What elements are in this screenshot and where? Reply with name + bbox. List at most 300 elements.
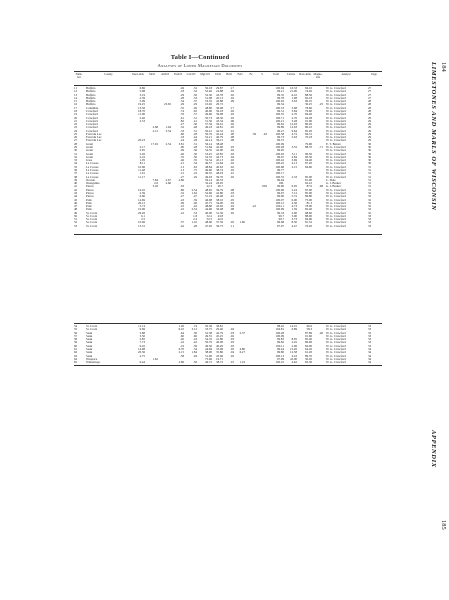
table-cell: 2.15	[178, 350, 184, 355]
table-cell: 94.28	[305, 115, 312, 120]
table-cell: .02	[230, 148, 234, 153]
table-cell: St. Croix	[86, 223, 98, 228]
table-cell: 33	[368, 220, 372, 225]
column-header: Num-ber	[75, 72, 83, 80]
table-cell: 3.19	[139, 92, 145, 97]
table-cell: 52.38	[205, 330, 212, 335]
table-cell: .08	[230, 207, 234, 212]
table-cell: W. G. Crawford	[326, 356, 346, 361]
table-cell: 39.98	[216, 112, 223, 117]
table-cell: 16	[74, 102, 78, 107]
table-cell: .01	[230, 360, 234, 365]
table-cell: 29	[368, 122, 372, 127]
table-cell: W. G. Crawford	[326, 154, 346, 159]
table-cell: St. Croix	[86, 327, 98, 332]
table-bottom-rule-2	[74, 365, 382, 366]
table-cell: 8.95	[291, 337, 297, 342]
table-cell: 100.28	[275, 330, 284, 335]
table-cell: 1.05	[139, 158, 145, 163]
table-cell: 41.84	[216, 161, 223, 166]
table-cell: .43	[193, 337, 197, 342]
table-cell: 10.33	[290, 86, 297, 90]
table-cell: 57.59	[205, 122, 212, 127]
table-cell: .74	[193, 324, 197, 328]
table-cell: 99.35	[277, 92, 284, 97]
table-cell: .76	[180, 112, 184, 117]
table-cell: 100.17	[275, 171, 284, 176]
table-cell: 6.86	[139, 86, 145, 90]
table-cell: .53	[193, 210, 197, 215]
table-cell: 97.99	[277, 356, 284, 361]
table-cell: .42	[180, 223, 184, 228]
table-cell: 10.92	[205, 102, 212, 107]
table-cell: .04	[230, 327, 234, 332]
table-cell: .29	[180, 102, 184, 107]
table-cell: 30	[368, 158, 372, 163]
table-cell: .03	[230, 145, 234, 150]
table-cell: 37	[74, 171, 78, 176]
table-cell: 26	[74, 135, 78, 140]
table-cell: Fond du Lac	[86, 131, 102, 136]
table-cell: 2.26	[139, 151, 145, 156]
column-header: H2O	[226, 72, 232, 76]
table-cell: 100.12	[275, 200, 284, 205]
table-cell: 29	[368, 138, 372, 143]
table-cell: .002	[261, 184, 267, 189]
table-cell: .49	[180, 86, 184, 90]
table-cell: 29	[368, 125, 372, 130]
table-cell: W. G. Crawford	[326, 333, 346, 338]
table-cell: W. G. Crawford	[326, 138, 346, 143]
table-cell: 30	[368, 141, 372, 146]
table-cell: W. G. Crawford	[326, 161, 346, 166]
table-title: Table I—Continued	[170, 54, 230, 61]
table-cell: 31.30	[216, 210, 223, 215]
table-cell: 33	[74, 158, 78, 163]
table-cell: .52	[193, 86, 197, 90]
table-cell: W. G. Crawford	[326, 115, 346, 120]
table-cell: .32	[180, 125, 184, 130]
table-cell: 2.16	[139, 154, 145, 159]
table-cell: .28	[193, 131, 197, 136]
table-cell: 75.66	[205, 356, 212, 361]
table-cell: 2.75	[139, 353, 145, 358]
table-cell: 13.31	[138, 223, 145, 228]
table-cell: Buffalo	[86, 99, 96, 104]
table-cell: Polk	[86, 204, 92, 209]
table-cell: 4.73	[291, 204, 297, 209]
table-cell: 2.6	[154, 181, 158, 186]
table-cell: 32	[368, 204, 372, 209]
table-cell: 31	[74, 151, 78, 156]
table-cell: Crawford	[86, 118, 98, 123]
table-cell: 1.84	[191, 350, 197, 355]
table-cell: 64.20	[305, 346, 312, 351]
table-cell: 99.78	[277, 95, 284, 100]
table-cell: 50.70	[205, 340, 212, 345]
table-cell: .42	[193, 204, 197, 209]
table-cell: 84.60	[305, 164, 312, 169]
table-cell: 46.72	[205, 360, 212, 365]
table-cell: 51.19	[205, 194, 212, 199]
table-cell: W. G. Crawford	[326, 200, 346, 205]
table-cell: 87.00	[305, 187, 312, 192]
table-cell: .60	[180, 333, 184, 338]
table-cell: 5.09	[139, 99, 145, 104]
table-cell: W. G. Crawford	[326, 145, 346, 150]
table-cell: 3.26	[152, 184, 158, 189]
table-cell: 11.17	[138, 174, 145, 179]
table-cell: 50	[74, 213, 78, 218]
table-cell: .41	[193, 118, 197, 123]
table-cell: 27	[368, 89, 372, 94]
table-cell: 54.35	[205, 148, 212, 153]
table-cell: 34	[74, 161, 78, 166]
table-cell: .44	[193, 135, 197, 140]
table-cell: Polk	[86, 207, 92, 212]
table-cell: 20.23	[138, 138, 145, 143]
table-cell: 14.69	[138, 197, 145, 202]
table-cell: 32	[74, 154, 78, 159]
table-cell: .30	[193, 122, 197, 127]
table-cell: .54	[193, 346, 197, 351]
table-cell: 36.91	[216, 122, 223, 127]
table-cell: .21	[180, 161, 184, 166]
table-cell: 44.96	[205, 207, 212, 212]
table-cell: 2.12	[152, 128, 158, 133]
table-cell: 35.86	[216, 350, 223, 355]
table-cell: 42.52	[216, 128, 223, 133]
table-cell: 30	[368, 154, 372, 159]
table-cell: W. G. Crawford	[326, 194, 346, 199]
table-cell: .02	[230, 95, 234, 100]
table-cell: 29	[74, 145, 78, 150]
table-cell: 39	[74, 177, 78, 182]
table-cell: 36.79	[216, 187, 223, 192]
table-cell: 47.02	[205, 223, 212, 228]
table-cell: W. G. Crawford	[326, 213, 346, 218]
table-cell: 52.66	[205, 190, 212, 195]
table-cell: 49.55	[205, 333, 212, 338]
table-cell: .01	[230, 194, 234, 199]
table-cell: 52.21	[205, 135, 212, 140]
table-cell: 34.00	[216, 200, 223, 205]
table-cell: .05	[230, 197, 234, 202]
table-cell: 2.70	[291, 112, 297, 117]
table-cell: 56.14	[205, 141, 212, 146]
table-cell: 49.60	[205, 168, 212, 172]
table-cell: 4.16	[291, 353, 297, 358]
table-cell: .09	[180, 148, 184, 153]
table-cell: 20.72	[216, 102, 223, 107]
table-cell: .30	[193, 151, 197, 156]
table-cell: 11.14	[138, 324, 145, 328]
table-cell: 33	[368, 340, 372, 345]
table-cell: 28	[368, 105, 372, 110]
table-cell: .18	[180, 89, 184, 94]
table-cell: 45.75	[205, 200, 212, 205]
table-cell: 48.80	[205, 204, 212, 209]
table-cell: Outagamie	[86, 181, 100, 186]
table-cell: 2.39	[139, 190, 145, 195]
table-cell: 9.45	[139, 343, 145, 348]
table-cell: 56	[74, 330, 78, 335]
table-cell: 88.00	[305, 213, 312, 218]
table-cell: .00	[230, 131, 234, 136]
table-cell: W. G. Crawford	[326, 171, 346, 176]
table-cell: .40	[180, 151, 184, 156]
table-cell: Polk	[86, 200, 92, 205]
table-cell: 50.18	[205, 86, 212, 90]
table-cell: G. I. Barker	[326, 181, 341, 186]
table-cell: 79.90	[305, 141, 312, 146]
table-cell: Sauk	[86, 337, 93, 342]
table-cell: 23.65	[164, 102, 171, 107]
table-cell: .22	[180, 207, 184, 212]
table-cell: 5.11	[291, 151, 297, 156]
table-cell: 99.83	[277, 337, 284, 342]
table-cell: 19	[74, 112, 78, 117]
table-cell: Crawford	[86, 115, 98, 120]
table-cell: .01	[230, 171, 234, 176]
table-cell: 99.62	[277, 122, 284, 127]
table-cell: W. G. Crawford	[326, 190, 346, 195]
column-header: Dolo-mite	[299, 72, 311, 76]
table-cell: 50.20	[305, 356, 312, 361]
table-cell: 38	[74, 174, 78, 179]
table-cell: E. T. Baxter	[326, 141, 341, 146]
table-cell: 99.95	[277, 148, 284, 153]
table-cell: 6.89	[291, 327, 297, 332]
table-cell: 100.10	[275, 360, 284, 365]
table-cell: 13	[74, 92, 78, 97]
table-cell: 33	[368, 330, 372, 335]
table-cell: .31	[193, 141, 197, 146]
table-cell: 99.94	[277, 177, 284, 182]
table-cell: .18	[180, 135, 184, 140]
table-cell: 100.53	[275, 105, 284, 110]
table-cell: 40.33	[216, 177, 223, 182]
table-cell: 12.93	[290, 122, 297, 127]
table-cell: .90	[180, 145, 184, 150]
table-cell: 3.28	[291, 118, 297, 123]
table-cell: 3.34	[165, 128, 171, 133]
table-cell: 21	[74, 118, 78, 123]
table-cell: 36	[74, 168, 78, 172]
table-cell: 104.81	[275, 327, 284, 332]
table-cell: 42.88	[216, 99, 223, 104]
table-cell: 44	[74, 194, 78, 199]
table-cell: 68.60	[305, 210, 312, 215]
table-cell: .46	[180, 158, 184, 163]
table-cell: .27	[180, 122, 184, 127]
table-cell: 48	[74, 207, 78, 212]
table-cell: W. G. Crawford	[326, 102, 346, 107]
column-header: CaCO3	[186, 72, 196, 76]
table-cell: .02	[230, 210, 234, 215]
table-cell: .61	[180, 115, 184, 120]
table-cell: 47	[74, 204, 78, 209]
table-cell: 54	[74, 324, 78, 328]
table-cell: 44.73	[216, 154, 223, 159]
table-cell: 100.21	[275, 118, 284, 123]
table-cell: 78.00	[305, 204, 312, 209]
table-cell: 81.52	[305, 220, 312, 225]
table-cell: 28	[368, 108, 372, 113]
table-cell: 23	[74, 125, 78, 130]
table-cell: 48.03	[216, 171, 223, 176]
table-cell: 1.62	[191, 190, 197, 195]
table-cell: 91.90	[305, 118, 312, 123]
table-cell: 31	[368, 164, 372, 169]
table-cell: 12	[74, 89, 78, 94]
table-cell: .32	[180, 190, 184, 195]
table-cell: 82.40	[305, 207, 312, 212]
table-cell: Fond du Lac	[86, 138, 102, 143]
table-cell: 10.66	[138, 220, 145, 225]
table-cell: Fond du Lac	[86, 135, 102, 140]
table-cell: 99.90	[277, 184, 284, 189]
table-cell: 99.82	[277, 340, 284, 345]
table-cell: 7.84	[152, 177, 158, 182]
table-cell: 3.50	[139, 333, 145, 338]
table-cell: St. Croix	[86, 217, 98, 222]
table-cell: 14	[74, 95, 78, 100]
table-cell: 100.09	[275, 333, 284, 338]
table-cell: 29	[368, 131, 372, 136]
table-cell: 40.00	[205, 108, 212, 113]
table-cell: W. G. Crawford	[326, 86, 346, 90]
table-cell: 62.22	[305, 181, 312, 186]
table-cell: .03	[230, 340, 234, 345]
table-cell: Crawford	[86, 108, 98, 113]
table-cell: W. G. Crawford	[326, 220, 346, 225]
table-cell: 87.6	[306, 184, 312, 189]
table-cell: Columbia	[86, 105, 99, 110]
table-cell: Pierce	[86, 184, 94, 189]
column-header: FeO	[237, 72, 243, 76]
table-cell: 30	[368, 161, 372, 166]
table-cell: 12.63	[290, 125, 297, 130]
table-cell: 29	[368, 135, 372, 140]
table-cell: W. G. Crawford	[326, 207, 346, 212]
table-cell: 42.90	[216, 145, 223, 150]
table-cell: 31	[368, 168, 372, 172]
table-cell: W. G. Crawford	[326, 330, 346, 335]
table-cell: 99.44	[277, 346, 284, 351]
table-cell: Buffalo	[86, 92, 96, 97]
table-cell: .16	[193, 171, 197, 176]
table-cell: W. G. Crawford	[326, 346, 346, 351]
table-cell: 31	[368, 181, 372, 186]
table-cell: Crawford	[86, 112, 98, 117]
table-cell: .63	[263, 131, 267, 136]
table-cell: .40	[193, 200, 197, 205]
table-cell: 1.98	[291, 95, 297, 100]
table-cell: 42.80	[216, 190, 223, 195]
table-cell: .01	[230, 128, 234, 133]
table-cell: .82	[180, 118, 184, 123]
table-cell: W. G. Crawford	[326, 105, 346, 110]
table-cell: W. G. Crawford	[326, 324, 346, 328]
table-cell: 52.54	[205, 158, 212, 163]
column-header: Fe2O3	[174, 72, 182, 76]
table-cell: .24	[180, 138, 184, 143]
table-cell: 7.73	[139, 340, 145, 345]
table-cell: Pierce	[86, 190, 94, 195]
table-cell: .53	[193, 95, 197, 100]
table-cell: 49	[74, 210, 78, 215]
table-cell: .03	[230, 343, 234, 348]
table-cell: 100.11	[275, 204, 284, 209]
table-cell: St. Croix	[86, 213, 98, 218]
table-cell: .02	[230, 200, 234, 205]
table-cell: 2.5	[141, 217, 145, 222]
table-cell: 21.00	[290, 89, 297, 94]
table-cell: .40	[180, 337, 184, 342]
table-cell: 10.45	[138, 187, 145, 192]
table-cell: 20	[74, 115, 78, 120]
table-cell: 61.20	[305, 350, 312, 355]
table-cell: 36.15	[216, 138, 223, 143]
table-cell: 42.14	[205, 138, 212, 143]
table-cell: 15.20	[290, 346, 297, 351]
table-cell: St. Croix	[86, 220, 98, 225]
table-cell: 1.91	[139, 171, 145, 176]
table-cell: 81.00	[305, 177, 312, 182]
table-cell: Sauk	[86, 353, 93, 358]
table-cell: 52.40	[205, 89, 212, 94]
table-cell: 65	[74, 360, 78, 365]
table-cell: 2.45	[291, 340, 297, 345]
table-cell: .29	[193, 174, 197, 179]
table-cell: La Crosse	[86, 168, 99, 172]
table-cell: W. G. Crawford	[326, 204, 346, 209]
table-cell: 100.02	[275, 99, 284, 104]
table-cell: 99.31	[277, 108, 284, 113]
table-cell: 99.33	[277, 210, 284, 215]
table-cell: W. G. Crawford	[326, 343, 346, 348]
table-cell: .29	[180, 92, 184, 97]
table-cell: 49.35	[205, 171, 212, 176]
table-cell: Grant	[86, 145, 94, 150]
table-cell: W. G. Crawford	[326, 210, 346, 215]
table-cell: 50.76	[205, 131, 212, 136]
table-cell: 100.28	[275, 145, 284, 150]
table-cell: W. G. Crawford	[326, 118, 346, 123]
table-cell: La Crosse	[86, 171, 99, 176]
table-cell: 36.81	[216, 324, 223, 328]
table-cell: .02	[230, 151, 234, 156]
table-cell: 85.20	[305, 128, 312, 133]
table-cell: 36.98	[216, 105, 223, 110]
table-cell: 49.03	[205, 174, 212, 179]
table-cell: 22	[74, 122, 78, 127]
table-cell: 26.26	[138, 210, 145, 215]
table-cell: W. G. Crawford	[326, 131, 346, 136]
table-cell: .09	[180, 200, 184, 205]
table-cell: 32	[368, 190, 372, 195]
table-cell: .05	[230, 220, 234, 225]
table-cell: 46	[74, 200, 78, 205]
side-heading-bottom: APPENDIX	[430, 430, 437, 468]
table-cell: 6.1	[141, 213, 145, 218]
side-heading-top: LIMESTONES AND MARLS OF WISCONSIN	[430, 62, 437, 211]
table-cell: .75	[193, 168, 197, 172]
table-cell: 3.63	[291, 99, 297, 104]
table-cell: 8.30	[291, 220, 297, 225]
table-cell: W. G. Crawford	[326, 95, 346, 100]
